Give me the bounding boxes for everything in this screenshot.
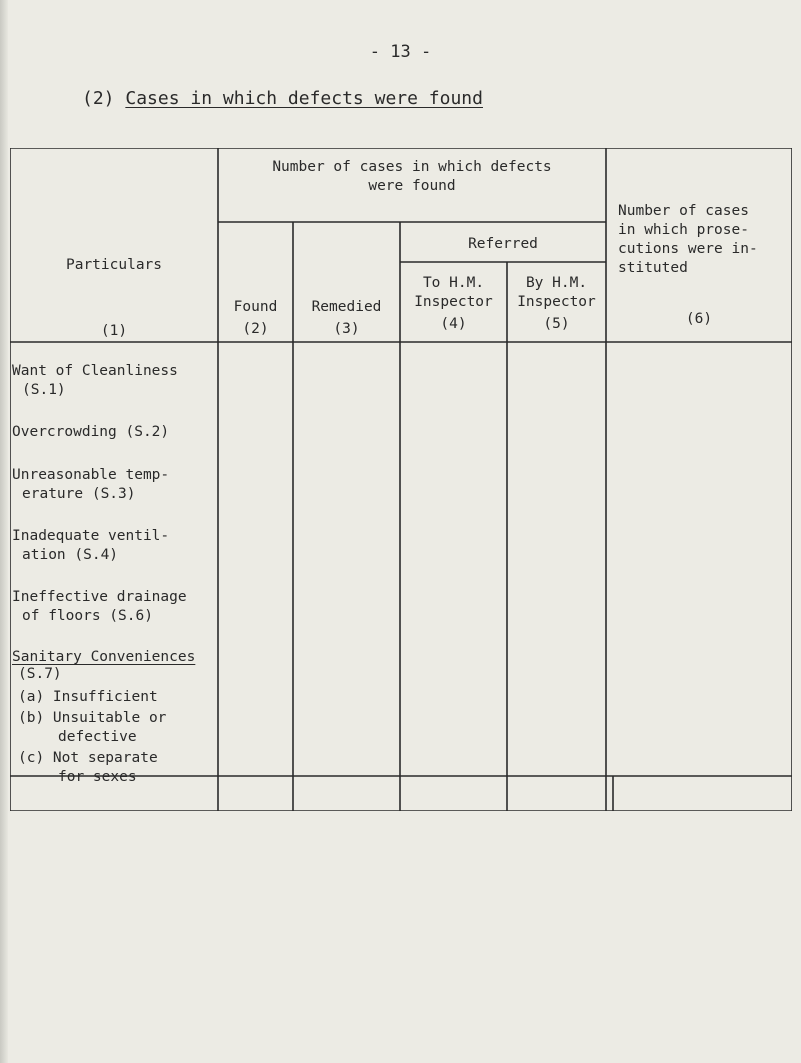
header-cases-line-2: were found (368, 178, 456, 194)
row-label: defective (58, 729, 137, 745)
header-found-number: (2) (242, 321, 269, 337)
header-prosecutions-number: (6) (685, 311, 713, 327)
header-particulars-number: (1) (100, 323, 128, 339)
header-by-hm-line-2: Inspector (517, 294, 596, 310)
row-label: Want of Cleanliness (12, 363, 178, 379)
section-heading (82, 88, 483, 109)
header-prosecutions-line-2: in which prose- (618, 222, 749, 238)
row-label: of floors (S.6) (22, 608, 153, 624)
header-by-hm-number: (5) (543, 316, 570, 332)
row-label: (c) Not separate (18, 750, 158, 766)
row-label: ation (S.4) (22, 547, 119, 563)
row-label: (b) Unsuitable or (18, 710, 167, 726)
defects-table (10, 148, 792, 811)
header-remedied: Remedied (311, 299, 382, 315)
header-particulars: Particulars (65, 257, 163, 273)
row-label: erature (S.3) (22, 486, 136, 502)
header-prosecutions-line-1: Number of cases (618, 203, 749, 219)
row-label: (a) Insufficient (18, 689, 158, 705)
header-prosecutions-line-4: stituted (618, 260, 688, 276)
row-label: for sexes (58, 769, 137, 785)
header-to-hm-line-1: To H.M. (422, 275, 485, 291)
row-label: (S.7) (18, 666, 62, 682)
row-label: Unreasonable temp- (12, 467, 170, 483)
header-found: Found (233, 299, 278, 315)
row-label: Overcrowding (S.2) (12, 424, 170, 440)
row-label: (S.1) (22, 382, 66, 398)
header-to-hm-number: (4) (440, 316, 467, 332)
header-to-hm-line-2: Inspector (414, 294, 493, 310)
header-remedied-number: (3) (333, 321, 360, 337)
section-number: (2) (82, 88, 115, 109)
section-title: Cases in which defects were found (125, 88, 483, 109)
page-number: - 13 - (369, 42, 432, 62)
header-prosecutions-line-3: cutions were in- (618, 241, 758, 257)
row-label: Inadequate ventil- (12, 528, 170, 544)
header-by-hm-line-1: By H.M. (525, 275, 588, 291)
header-referred: Referred (468, 236, 538, 252)
row-label: Ineffective drainage (12, 589, 187, 605)
page-edge (0, 0, 8, 1063)
row-label: Sanitary Conveniences (12, 649, 196, 665)
header-cases-line-1: Number of cases in which defects (272, 159, 552, 175)
